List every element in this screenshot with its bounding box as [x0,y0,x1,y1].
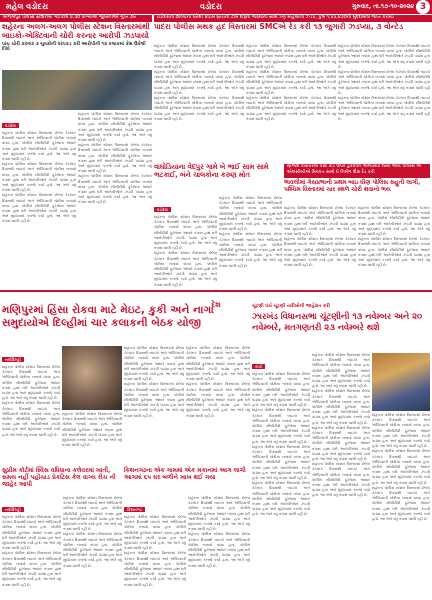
story7-col1 [2,496,61,600]
story2-text-g: શહેરના પોલીસ સ્ટેશન વિસ્તારમાં છેલ્લા કેટલાક દિવસથી બાઇકો અને એક્ટિવાની ચોરીના બનાવો વધ્યા હતા. પોલીસે સીસીટીવી ફૂટેજના આધારે તપાસ હાથ ધરી આરોપીઓને ઝડપી પાડ્યા હતા અને મુદ્દામાલ કબજે કર્યો હતો. આ અંગે વધુ તપાસ ચાલી રહી છે. [338,44,430,69]
story3-headline-block [154,164,282,194]
story2-text-c: શહેરના પોલીસ સ્ટેશન વિસ્તારમાં છેલ્લા કેટલાક દિવસથી બાઇકો અને એક્ટિવાની ચોરીના બનાવો વધ્યા હતા. પોલીસે સીસીટીવી ફૂટેજના આધારે તપાસ હાથ ધરી આરોપીઓને ઝડપી પાડ્યા હતા અને મુદ્દામાલ કબજે કર્યો હતો. આ અંગે વધુ તપાસ ચાલી રહી છે. [154,96,244,121]
story5-col3 [124,346,184,466]
story8-text-b: શહેરના પોલીસ સ્ટેશન વિસ્તારમાં છેલ્લા કેટલાક દિવસથી બાઇકો અને એક્ટિવાની ચોરીના બનાવો વધ્યા હતા. પોલીસે સીસીટીવી ફૂટેજના આધારે તપાસ હાથ ધરી આરોપીઓને ઝડપી પાડ્યા હતા અને મુદ્દામાલ કબજે કર્યો હતો. આ અંગે વધુ તપાસ ચાલી રહી છે. [124,551,186,587]
story7-text-b: શહેરના પોલીસ સ્ટેશન વિસ્તારમાં છેલ્લા કેટલાક દિવસથી બાઇકો અને એક્ટિવાની ચોરીના બનાવો વધ્યા હતા. પોલીસે સીસીટીવી ફૂટેજના આધારે તપાસ હાથ ધરી આરોપીઓને ઝડપી પાડ્યા હતા અને મુદ્દામાલ કબજે કર્યો હતો. આ અંગે વધુ તપાસ ચાલી રહી છે. [2,551,61,587]
story2-text-e: શહેરના પોલીસ સ્ટેશન વિસ્તારમાં છેલ્લા કેટલાક દિવસથી બાઇકો અને એક્ટિવાની ચોરીના બનાવો વધ્યા હતા. પોલીસે સીસીટીવી ફૂટેજના આધારે તપાસ હાથ ધરી આરોપીઓને ઝડપી પાડ્યા હતા અને મુદ્દામાલ કબજે કર્યો હતો. આ અંગે વધુ તપાસ ચાલી રહી છે. [246,70,336,95]
story2-kicker: વડોદરાના શિલ્પાના ઘરેથી ક્રાઇમ બ્રાંચની ટીમે દારૂના જથ્થાના સાથે ત્રણ મહિલાની ઝડપ, કુલ ૧,૫૫,૪૭૦નો મુદ્દામાલ જપ્ત કરાયો [154,15,432,22]
story5-photo [62,346,122,410]
story3-text-b: શહેરના પોલીસ સ્ટેશન વિસ્તારમાં છેલ્લા કેટલાક દિવસથી બાઇકો અને એક્ટિવાની ચોરીના બનાવો વધ્યા હતા. પોલીસે સીસીટીવી ફૂટેજના આધારે તપાસ હાથ ધરી આરોપીઓને ઝડપી પાડ્યા હતા અને મુદ્દામાલ કબજે કર્યો હતો. આ અંગે વધુ તપાસ ચાલી રહી છે. [154,251,217,287]
story8-text-c: શહેરના પોલીસ સ્ટેશન વિસ્તારમાં છેલ્લા કેટલાક દિવસથી બાઇકો અને એક્ટિવાની ચોરીના બનાવો વધ્યા હતા. પોલીસે સીસીટીવી ફૂટેજના આધારે તપાસ હાથ ધરી આરોપીઓને ઝડપી પાડ્યા હતા અને મુદ્દામાલ કબજે કર્યો હતો. આ અંગે વધુ તપાસ ચાલી રહી છે. [188,496,250,532]
story1-text-e: શહેરના પોલીસ સ્ટેશન વિસ્તારમાં છેલ્લા કેટલાક દિવસથી બાઇકો અને એક્ટિવાની ચોરીના બનાવો વધ્યા હતા. પોલીસે સીસીટીવી ફૂટેજના આધારે તપાસ હાથ ધરી આરોપીઓને ઝડપી પાડ્યા હતા અને મુદ્દામાલ કબજે કર્યો હતો. આ અંગે વધુ તપાસ ચાલી રહી છે. [78,143,152,174]
story1-kicker: માંજલપુર પોલીસ સ્ટેશનમાં ગઈકાલે ૪.૩૦ વાગ્યાથી જુબાનીઓ ગુપ્ત ઢબે [0,15,152,22]
story5-text-a: શહેરના પોલીસ સ્ટેશન વિસ્તારમાં છેલ્લા કેટલાક દિવસથી બાઇકો અને એક્ટિવાની ચોરીના બનાવો વધ્યા હતા. પોલીસે સીસીટીવી ફૂટેજના આધારે તપાસ હાથ ધરી આરોપીઓને ઝડપી પાડ્યા હતા અને મુદ્દામાલ કબજે કર્યો હતો. આ અંગે વધુ તપાસ ચાલી રહી છે. [2,365,60,401]
issue-date: ગુરુવાર, તા.૧૭-૧૦-૨૦૨૪ [351,3,414,10]
story2-text-h: શહેરના પોલીસ સ્ટેશન વિસ્તારમાં છેલ્લા કેટલાક દિવસથી બાઇકો અને એક્ટિવાની ચોરીના બનાવો વધ્યા હતા. પોલીસે સીસીટીવી ફૂટેજના આધારે તપાસ હાથ ધરી આરોપીઓને ઝડપી પાડ્યા હતા અને મુદ્દામાલ કબજે કર્યો હતો. આ અંગે વધુ તપાસ ચાલી રહી છે. [338,70,430,95]
story1-text-f: શહેરના પોલીસ સ્ટેશન વિસ્તારમાં છેલ્લા કેટલાક દિવસથી બાઇકો અને એક્ટિવાની ચોરીના બનાવો વધ્યા હતા. પોલીસે સીસીટીવી ફૂટેજના આધારે તપાસ હાથ ધરી આરોપીઓને ઝડપી પાડ્યા હતા અને મુદ્દામાલ કબજે કર્યો હતો. આ અંગે વધુ તપાસ ચાલી રહી છે. [78,174,152,205]
section-name: મહેલ વડોદરા [6,2,49,11]
story4-headline-block [284,180,430,204]
story4-banner: બ્રિજેશ વિસ્તારમાં વેસ્ટ રોડ ઉપર હર્ષવર્ધન એમ્પાયર જ્યાં આવે પોલીસ એ એલસીબીએ મિલ્કત સાથે 6 નિર્મળ શૈક્ષ રેડ કરી [284,164,430,178]
story4-text-d: શહેરના પોલીસ સ્ટેશન વિસ્તારમાં છેલ્લા કેટલાક દિવસથી બાઇકો અને એક્ટિવાની ચોરીના બનાવો વધ્યા હતા. પોલીસે સીસીટીવી ફૂટેજના આધારે તપાસ હાથ ધરી આરોપીઓને ઝડપી પાડ્યા હતા અને મુદ્દામાલ કબજે કર્યો હતો. આ અંગે વધુ તપાસ ચાલી રહી છે. [358,237,430,268]
story8-col2 [188,496,250,600]
story6-text-j: શહેરના પોલીસ સ્ટેશન વિસ્તારમાં છેલ્લા કેટલાક દિવસથી બાઇકો અને એક્ટિવાની ચોરીના બનાવો વધ્યા હતા. પોલીસે સીસીટીવી ફૂટેજના આધારે તપાસ હાથ ધરી આરોપીઓને ઝડપી પાડ્યા હતા અને મુદ્દામાલ કબજે કર્યો હતો. આ અંગે વધુ તપાસ ચાલી રહી છે. [372,449,430,485]
story1-text-d: શહેરના પોલીસ સ્ટેશન વિસ્તારમાં છેલ્લા કેટલાક દિવસથી બાઇકો અને એક્ટિવાની ચોરીના બનાવો વધ્યા હતા. પોલીસે સીસીટીવી ફૂટેજના આધારે તપાસ હાથ ધરી આરોપીઓને ઝડપી પાડ્યા હતા અને મુદ્દામાલ કબજે કર્યો હતો. આ અંગે વધુ તપાસ ચાલી રહી છે. [78,112,152,143]
story4-text-a: શહેરના પોલીસ સ્ટેશન વિસ્તારમાં છેલ્લા કેટલાક દિવસથી બાઇકો અને એક્ટિવાની ચોરીના બનાવો વધ્યા હતા. પોલીસે સીસીટીવી ફૂટેજના આધારે તપાસ હાથ ધરી આરોપીઓને ઝડપી પાડ્યા હતા અને મુદ્દામાલ કબજે કર્યો હતો. આ અંગે વધુ તપાસ ચાલી રહી છે. [284,206,356,237]
story1-deck: પાંચ ચોરી કરનાર ૩ યુવકોની ધરપકડ કરી આરોપીની ૧૩ કલાકમાં કેસ ઉકેલી દીધો [2,42,146,53]
section-label: દેશ [211,301,221,309]
story1-headline-block [2,23,152,69]
story1-col2 [78,112,152,288]
story5-col4 [186,346,250,466]
story3-text-d: શહેરના પોલીસ સ્ટેશન વિસ્તારમાં છેલ્લા કેટલાક દિવસથી બાઇકો અને એક્ટિવાની ચોરીના બનાવો વધ્યા હતા. પોલીસે સીસીટીવી ફૂટેજના આધારે તપાસ હાથ ધરી આરોપીઓને ઝડપી પાડ્યા હતા અને મુદ્દામાલ કબજે કર્યો હતો. આ અંગે વધુ તપાસ ચાલી રહી છે. [219,232,282,268]
story1-col1 [2,112,76,288]
story5-col1 [2,346,60,466]
story2-text-b: શહેરના પોલીસ સ્ટેશન વિસ્તારમાં છેલ્લા કેટલાક દિવસથી બાઇકો અને એક્ટિવાની ચોરીના બનાવો વધ્યા હતા. પોલીસે સીસીટીવી ફૂટેજના આધારે તપાસ હાથ ધરી આરોપીઓને ઝડપી પાડ્યા હતા અને મુદ્દામાલ કબજે કર્યો હતો. આ અંગે વધુ તપાસ ચાલી રહી છે. [154,70,244,95]
story6-text-k: શહેરના પોલીસ સ્ટેશન વિસ્તારમાં છેલ્લા કેટલાક દિવસથી બાઇકો અને એક્ટિવાની ચોરીના બનાવો વધ્યા હતા. પોલીસે સીસીટીવી ફૂટેજના આધારે તપાસ હાથ ધરી આરોપીઓને ઝડપી પાડ્યા હતા અને મુદ્દામાલ કબજે કર્યો હતો. આ અંગે વધુ તપાસ ચાલી રહી છે. [372,485,430,522]
story2-text-a: શહેરના પોલીસ સ્ટેશન વિસ્તારમાં છેલ્લા કેટલાક દિવસથી બાઇકો અને એક્ટિવાની ચોરીના બનાવો વધ્યા હતા. પોલીસે સીસીટીવી ફૂટેજના આધારે તપાસ હાથ ધરી આરોપીઓને ઝડપી પાડ્યા હતા અને મુદ્દામાલ કબજે કર્યો હતો. આ અંગે વધુ તપાસ ચાલી રહી છે. [154,44,244,69]
story6-text-e: શહેરના પોલીસ સ્ટેશન વિસ્તારમાં છેલ્લા કેટલાક દિવસથી બાઇકો અને એક્ટિવાની ચોરીના બનાવો વધ્યા હતા. પોલીસે સીસીટીવી ફૂટેજના આધારે તપાસ હાથ ધરી આરોપીઓને ઝડપી પાડ્યા હતા અને મુદ્દામાલ કબજે કર્યો હતો. આ અંગે વધુ તપાસ ચાલી રહી છે. [312,353,370,389]
story2-col3 [338,44,430,162]
story6-text-d: શહેરના પોલીસ સ્ટેશન વિસ્તારમાં છેલ્લા કેટલાક દિવસથી બાઇકો અને એક્ટિવાની ચોરીના બનાવો વધ્યા હતા. પોલીસે સીસીટીવી ફૂટેજના આધારે તપાસ હાથ ધરી આરોપીઓને ઝડપી પાડ્યા હતા અને મુદ્દામાલ કબજે કર્યો હતો. આ અંગે વધુ તપાસ ચાલી રહી છે. [252,481,310,517]
story5-text-f: શહેરના પોલીસ સ્ટેશન વિસ્તારમાં છેલ્લા કેટલાક દિવસથી બાઇકો અને એક્ટિવાની ચોરીના બનાવો વધ્યા હતા. પોલીસે સીસીટીવી ફૂટેજના આધારે તપાસ હાથ ધરી આરોપીઓને ઝડપી પાડ્યા હતા અને મુદ્દામાલ કબજે કર્યો હતો. આ અંગે વધુ તપાસ ચાલી રહી છે. [186,346,250,382]
story8-headline-block [124,468,250,494]
story8-headline: કિશનગઢના એક ગામમાં એક મકાનમાં આગ લાગી આગમાં ૬૫ ઘર બળીને ખાખ થઈ ગયા [124,467,246,481]
story5-headline-block [2,304,250,344]
story7-text-c: શહેરના પોલીસ સ્ટેશન વિસ્તારમાં છેલ્લા કેટલાક દિવસથી બાઇકો અને એક્ટિવાની ચોરીના બનાવો વધ્યા હતા. પોલીસે સીસીટીવી ફૂટેજના આધારે તપાસ હાથ ધરી આરોપીઓને ઝડપી પાડ્યા હતા અને મુદ્દામાલ કબજે કર્યો હતો. આ અંગે વધુ તપાસ ચાલી રહી છે. [63,496,122,532]
story5-text-d: શહેરના પોલીસ સ્ટેશન વિસ્તારમાં છેલ્લા કેટલાક દિવસથી બાઇકો અને એક્ટિવાની ચોરીના બનાવો વધ્યા હતા. પોલીસે સીસીટીવી ફૂટેજના આધારે તપાસ હાથ ધરી આરોપીઓને ઝડપી પાડ્યા હતા અને મુદ્દામાલ કબજે કર્યો હતો. આ અંગે વધુ તપાસ ચાલી રહી છે. [124,346,184,382]
story6-text-h: શહેરના પોલીસ સ્ટેશન વિસ્તારમાં છેલ્લા કેટલાક દિવસથી બાઇકો અને એક્ટિવાની ચોરીના બનાવો વધ્યા હતા. પોલીસે સીસીટીવી ફૂટેજના આધારે તપાસ હાથ ધરી આરોપીઓને ઝડપી પાડ્યા હતા અને મુદ્દામાલ કબજે કર્યો હતો. આ અંગે વધુ તપાસ ચાલી રહી છે. [312,462,370,498]
story6-headline: ઝારખંડ વિધાનસભા ચૂંટણીની ૧૩ નવેમ્બર અને ૨૦ નવેમ્બરે, મતગણતરી ૨૩ નવેમ્બરે થશે [252,311,423,332]
story4-text-b: શહેરના પોલીસ સ્ટેશન વિસ્તારમાં છેલ્લા કેટલાક દિવસથી બાઇકો અને એક્ટિવાની ચોરીના બનાવો વધ્યા હતા. પોલીસે સીસીટીવી ફૂટેજના આધારે તપાસ હાથ ધરી આરોપીઓને ઝડપી પાડ્યા હતા અને મુદ્દામાલ કબજે કર્યો હતો. આ અંગે વધુ તપાસ ચાલી રહી છે. [284,237,356,268]
story7-col2 [63,496,122,600]
story2-text-d: શહેરના પોલીસ સ્ટેશન વિસ્તારમાં છેલ્લા કેટલાક દિવસથી બાઇકો અને એક્ટિવાની ચોરીના બનાવો વધ્યા હતા. પોલીસે સીસીટીવી ફૂટેજના આધારે તપાસ હાથ ધરી આરોપીઓને ઝડપી પાડ્યા હતા અને મુદ્દામાલ કબજે કર્યો હતો. આ અંગે વધુ તપાસ ચાલી રહી છે. [246,44,336,69]
story5-headline: મણિપુરમાં હિંસા રોકવા માટે મેઇટ, કુકી અને નાગા સમુદાયોએ દિલ્હીમાં ચાર કલાકની બેઠક યોજી [2,304,214,329]
story8-dateline: કિશનગઢ [124,507,145,512]
story7-text-a: શહેરના પોલીસ સ્ટેશન વિસ્તારમાં છેલ્લા કેટલાક દિવસથી બાઇકો અને એક્ટિવાની ચોરીના બનાવો વધ્યા હતા. પોલીસે સીસીટીવી ફૂટેજના આધારે તપાસ હાથ ધરી આરોપીઓને ઝડપી પાડ્યા હતા અને મુદ્દામાલ કબજે કર્યો હતો. આ અંગે વધુ તપાસ ચાલી રહી છે. [2,515,61,551]
story6-text-g: શહેરના પોલીસ સ્ટેશન વિસ્તારમાં છેલ્લા કેટલાક દિવસથી બાઇકો અને એક્ટિવાની ચોરીના બનાવો વધ્યા હતા. પોલીસે સીસીટીવી ફૂટેજના આધારે તપાસ હાથ ધરી આરોપીઓને ઝડપી પાડ્યા હતા અને મુદ્દામાલ કબજે કર્યો હતો. આ અંગે વધુ તપાસ ચાલી રહી છે. [312,425,370,462]
story6-text-b: શહેરના પોલીસ સ્ટેશન વિસ્તારમાં છેલ્લા કેટલાક દિવસથી બાઇકો અને એક્ટિવાની ચોરીના બનાવો વધ્યા હતા. પોલીસે સીસીટીવી ફૂટેજના આધારે તપાસ હાથ ધરી આરોપીઓને ઝડપી પાડ્યા હતા અને મુદ્દામાલ કબજે કર્યો હતો. આ અંગે વધુ તપાસ ચાલી રહી છે. [252,408,310,444]
story2-headline-block [154,23,430,43]
page-number: 3 [416,0,430,14]
story4-col2 [358,206,430,288]
story8-text-d: શહેરના પોલીસ સ્ટેશન વિસ્તારમાં છેલ્લા કેટલાક દિવસથી બાઇકો અને એક્ટિવાની ચોરીના બનાવો વધ્યા હતા. પોલીસે સીસીટીવી ફૂટેજના આધારે તપાસ હાથ ધરી આરોપીઓને ઝડપી પાડ્યા હતા અને મુદ્દામાલ કબજે કર્યો હતો. આ અંગે વધુ તપાસ ચાલી રહી છે. [188,532,250,568]
story2-col1 [154,44,244,162]
story7-dateline: નવીદિલ્હી [2,507,24,512]
story6-col2 [312,353,370,600]
story2-col2 [246,44,336,162]
story4-col1 [284,206,356,288]
story3-text-a: શહેરના પોલીસ સ્ટેશન વિસ્તારમાં છેલ્લા કેટલાક દિવસથી બાઇકો અને એક્ટિવાની ચોરીના બનાવો વધ્યા હતા. પોલીસે સીસીટીવી ફૂટેજના આધારે તપાસ હાથ ધરી આરોપીઓને ઝડપી પાડ્યા હતા અને મુદ્દામાલ કબજે કર્યો હતો. આ અંગે વધુ તપાસ ચાલી રહી છે. [154,215,217,251]
story5-text-b: શહેરના પોલીસ સ્ટેશન વિસ્તારમાં છેલ્લા કેટલાક દિવસથી બાઇકો અને એક્ટિવાની ચોરીના બનાવો વધ્યા હતા. પોલીસે સીસીટીવી ફૂટેજના આધારે તપાસ હાથ ધરી આરોપીઓને ઝડપી પાડ્યા હતા અને મુદ્દામાલ કબજે કર્યો હતો. આ અંગે વધુ તપાસ ચાલી રહી છે. [2,401,60,437]
story3-col1 [154,196,217,288]
story6-col3 [372,413,430,600]
story6-text-f: શહેરના પોલીસ સ્ટેશન વિસ્તારમાં છેલ્લા કેટલાક દિવસથી બાઇકો અને એક્ટિવાની ચોરીના બનાવો વધ્યા હતા. પોલીસે સીસીટીવી ફૂટેજના આધારે તપાસ હાથ ધરી આરોપીઓને ઝડપી પાડ્યા હતા અને મુદ્દામાલ કબજે કર્યો હતો. આ અંગે વધુ તપાસ ચાલી રહી છે. [312,389,370,425]
story1-text-b: શહેરના પોલીસ સ્ટેશન વિસ્તારમાં છેલ્લા કેટલાક દિવસથી બાઇકો અને એક્ટિવાની ચોરીના બનાવો વધ્યા હતા. પોલીસે સીસીટીવી ફૂટેજના આધારે તપાસ હાથ ધરી આરોપીઓને ઝડપી પાડ્યા હતા અને મુદ્દામાલ કબજે કર્યો હતો. આ અંગે વધુ તપાસ ચાલી રહી છે. [2,162,76,193]
story6-text-a: શહેરના પોલીસ સ્ટેશન વિસ્તારમાં છેલ્લા કેટલાક દિવસથી બાઇકો અને એક્ટિવાની ચોરીના બનાવો વધ્યા હતા. પોલીસે સીસીટીવી ફૂટેજના આધારે તપાસ હાથ ધરી આરોપીઓને ઝડપી પાડ્યા હતા અને મુદ્દામાલ કબજે કર્યો હતો. આ અંગે વધુ તપાસ ચાલી રહી છે. [252,372,310,408]
story1-dateline: વડોદરા [2,123,19,128]
story2-headline: પાદરા પોલીસ મથક હદ વિસ્તારમાં SMCએ રેડ કરી ૧૩ જુગારી ઝડપ્યા, ૩ વોન્ટેડ [154,22,404,31]
story5-text-e: શહેરના પોલીસ સ્ટેશન વિસ્તારમાં છેલ્લા કેટલાક દિવસથી બાઇકો અને એક્ટિવાની ચોરીના બનાવો વધ્યા હતા. પોલીસે સીસીટીવી ફૂટેજના આધારે તપાસ હાથ ધરી આરોપીઓને ઝડપી પાડ્યા હતા અને મુદ્દામાલ કબજે કર્યો હતો. આ અંગે વધુ તપાસ ચાલી રહી છે. [124,382,184,418]
story6-kicker: ચૂંટણી પંચે ચૂંટણી તારીખોની જાહેરાત કરી [252,304,330,309]
story5-col2 [62,412,122,466]
story3-col2 [219,196,282,288]
story6-dateline: રાંચી [252,364,265,369]
story1-headline: શહેરના અલગ-અલગ પોલીસ સ્ટેશન વિસ્તારમાંથી બાઇકો-એક્ટિવાની ચોરી કરનાર આરોપી ઝડપાયો [2,22,150,40]
story6-text-c: શહેરના પોલીસ સ્ટેશન વિસ્તારમાં છેલ્લા કેટલાક દિવસથી બાઇકો અને એક્ટિવાની ચોરીના બનાવો વધ્યા હતા. પોલીસે સીસીટીવી ફૂટેજના આધારે તપાસ હાથ ધરી આરોપીઓને ઝડપી પાડ્યા હતા અને મુદ્દામાલ કબજે કર્યો હતો. આ અંગે વધુ તપાસ ચાલી રહી છે. [252,444,310,481]
story1-photo [2,70,152,110]
story4-text-c: શહેરના પોલીસ સ્ટેશન વિસ્તારમાં છેલ્લા કેટલાક દિવસથી બાઇકો અને એક્ટિવાની ચોરીના બનાવો વધ્યા હતા. પોલીસે સીસીટીવી ફૂટેજના આધારે તપાસ હાથ ધરી આરોપીઓને ઝડપી પાડ્યા હતા અને મુદ્દામાલ કબજે કર્યો હતો. આ અંગે વધુ તપાસ ચાલી રહી છે. [358,206,430,237]
story3-dateline: વડોદરા [154,207,171,212]
story5-text-g: શહેરના પોલીસ સ્ટેશન વિસ્તારમાં છેલ્લા કેટલાક દિવસથી બાઇકો અને એક્ટિવાની ચોરીના બનાવો વધ્યા હતા. પોલીસે સીસીટીવી ફૂટેજના આધારે તપાસ હાથ ધરી આરોપીઓને ઝડપી પાડ્યા હતા અને મુદ્દામાલ કબજે કર્યો હતો. આ અંગે વધુ તપાસ ચાલી રહી છે. [186,382,250,418]
story4-headline: ભાવલીમાં ગેસપ્રભાની પ્રથમ બાઇ ધીણ પોલિસ સહુતી લાગી, પશ્ચિમ વિસ્તારમાં ચાર સ્થળે ચોરી થવાનો ભય [284,180,421,193]
story5-dateline: નવીદિલ્હી [2,357,24,362]
city-name: વડોદરા [200,2,222,11]
story1-text-a: શહેરના પોલીસ સ્ટેશન વિસ્તારમાં છેલ્લા કેટલાક દિવસથી બાઇકો અને એક્ટિવાની ચોરીના બનાવો વધ્યા હતા. પોલીસે સીસીટીવી ફૂટેજના આધારે તપાસ હાથ ધરી આરોપીઓને ઝડપી પાડ્યા હતા અને મુદ્દામાલ કબજે કર્યો હતો. આ અંગે વધુ તપાસ ચાલી રહી છે. [2,131,76,162]
story6-kicker-block [252,304,430,310]
story7-headline-block [2,468,122,494]
story6-text-i: શહેરના પોલીસ સ્ટેશન વિસ્તારમાં છેલ્લા કેટલાક દિવસથી બાઇકો અને એક્ટિવાની ચોરીના બનાવો વધ્યા હતા. પોલીસે સીસીટીવી ફૂટેજના આધારે તપાસ હાથ ધરી આરોપીઓને ઝડપી પાડ્યા હતા અને મુદ્દામાલ કબજે કર્યો હતો. આ અંગે વધુ તપાસ ચાલી રહી છે. [372,413,430,449]
story6-col1 [252,353,310,600]
story8-text-a: શહેરના પોલીસ સ્ટેશન વિસ્તારમાં છેલ્લા કેટલાક દિવસથી બાઇકો અને એક્ટિવાની ચોરીના બનાવો વધ્યા હતા. પોલીસે સીસીટીવી ફૂટેજના આધારે તપાસ હાથ ધરી આરોપીઓને ઝડપી પાડ્યા હતા અને મુદ્દામાલ કબજે કર્યો હતો. આ અંગે વધુ તપાસ ચાલી રહી છે. [124,515,186,551]
story5-text-c: શહેરના પોલીસ સ્ટેશન વિસ્તારમાં છેલ્લા કેટલાક દિવસથી બાઇકો અને એક્ટિવાની ચોરીના બનાવો વધ્યા હતા. પોલીસે સીસીટીવી ફૂટેજના આધારે તપાસ હાથ ધરી આરોપીઓને ઝડપી પાડ્યા હતા અને મુદ્દામાલ કબજે કર્યો હતો. આ અંગે વધુ તપાસ ચાલી રહી છે. [62,412,122,448]
page-header [0,0,432,14]
story2-text-f: શહેરના પોલીસ સ્ટેશન વિસ્તારમાં છેલ્લા કેટલાક દિવસથી બાઇકો અને એક્ટિવાની ચોરીના બનાવો વધ્યા હતા. પોલીસે સીસીટીવી ફૂટેજના આધારે તપાસ હાથ ધરી આરોપીઓને ઝડપી પાડ્યા હતા અને મુદ્દામાલ કબજે કર્યો હતો. આ અંગે વધુ તપાસ ચાલી રહી છે. [246,96,336,121]
story6-headline-block [252,311,430,351]
story8-col1 [124,496,186,600]
story3-headline: વાઘોડિયાના વેદપુર ગામે બે ભાઈ સામ સામે ભટકાઈ, બંને ચાલકોના કરુણ મોત [154,163,269,179]
story2-text-i: શહેરના પોલીસ સ્ટેશન વિસ્તારમાં છેલ્લા કેટલાક દિવસથી બાઇકો અને એક્ટિવાની ચોરીના બનાવો વધ્યા હતા. પોલીસે સીસીટીવી ફૂટેજના આધારે તપાસ હાથ ધરી આરોપીઓને ઝડપી પાડ્યા હતા અને મુદ્દામાલ કબજે કર્યો હતો. આ અંગે વધુ તપાસ ચાલી રહી છે. [338,96,430,121]
story1-text-c: શહેરના પોલીસ સ્ટેશન વિસ્તારમાં છેલ્લા કેટલાક દિવસથી બાઇકો અને એક્ટિવાની ચોરીના બનાવો વધ્યા હતા. પોલીસે સીસીટીવી ફૂટેજના આધારે તપાસ હાથ ધરી આરોપીઓને ઝડપી પાડ્યા હતા અને મુદ્દામાલ કબજે કર્યો હતો. આ અંગે વધુ તપાસ ચાલી રહી છે. [2,193,76,224]
story6-photo [372,353,430,411]
story7-headline: સુપ્રીમ કોર્ટમાં સ્વિસ વધિધાના કલેવરમાં ખાતી, સમય નહીં પહોંચાડ પ્રેકટિસ કેલ વાગ્ય રીચ ની જાહેર આપી [2,467,116,488]
story7-text-d: શહેરના પોલીસ સ્ટેશન વિસ્તારમાં છેલ્લા કેટલાક દિવસથી બાઇકો અને એક્ટિવાની ચોરીના બનાવો વધ્યા હતા. પોલીસે સીસીટીવી ફૂટેજના આધારે તપાસ હાથ ધરી આરોપીઓને ઝડપી પાડ્યા હતા અને મુદ્દામાલ કબજે કર્યો હતો. આ અંગે વધુ તપાસ ચાલી રહી છે. [63,532,122,568]
story3-text-c: શહેરના પોલીસ સ્ટેશન વિસ્તારમાં છેલ્લા કેટલાક દિવસથી બાઇકો અને એક્ટિવાની ચોરીના બનાવો વધ્યા હતા. પોલીસે સીસીટીવી ફૂટેજના આધારે તપાસ હાથ ધરી આરોપીઓને ઝડપી પાડ્યા હતા અને મુદ્દામાલ કબજે કર્યો હતો. આ અંગે વધુ તપાસ ચાલી રહી છે. [219,196,282,232]
